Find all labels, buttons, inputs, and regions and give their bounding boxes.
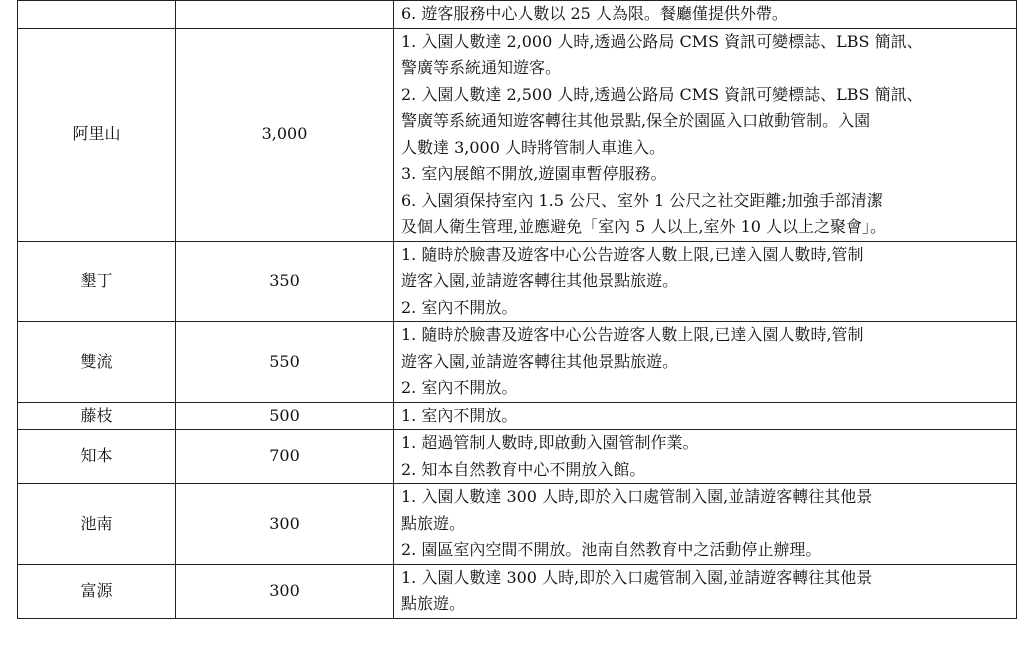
control-measures-table — [17, 0, 1017, 619]
measure-line: 1. 超過管制人數時,即啟動入園管制作業。 — [401, 433, 699, 452]
measure-line: 警廣等系統通知遊客。 — [401, 58, 562, 77]
measure-line: 2. 室內不開放。 — [401, 378, 518, 397]
table-row — [18, 322, 1017, 403]
measure-line: 2. 園區室內空間不開放。池南自然教育中之活動停止辦理。 — [401, 540, 822, 559]
site-name-cell: 雙流 — [18, 322, 176, 403]
capacity-cell: 550 — [176, 322, 394, 403]
table-row — [18, 1, 1017, 29]
measure-line: 2. 知本自然教育中心不開放入館。 — [401, 459, 646, 479]
measure-line: 人數達 3,000 人時將管制人車進入。 — [401, 137, 665, 157]
site-name-cell — [18, 1, 176, 29]
measure-line: 6. 遊客服務中心人數以 25 人為限。餐廳僅提供外帶。 — [401, 4, 788, 23]
table-row — [18, 402, 1017, 430]
site-name-cell: 墾丁 — [18, 241, 176, 322]
measure-line: 遊客入園,並請遊客轉往其他景點旅遊。 — [401, 271, 679, 290]
measure-line: 3. 室內展館不開放,遊園車暫停服務。 — [401, 164, 667, 183]
site-name-cell: 知本 — [18, 430, 176, 484]
capacity-cell: 300 — [176, 564, 394, 618]
table-body — [18, 1, 1017, 619]
measures-cell — [394, 564, 1017, 618]
capacity-cell: 500 — [176, 402, 394, 430]
measures-cell — [394, 322, 1017, 403]
table-row — [18, 484, 1017, 565]
measure-line: 1. 入園人數達 300 人時,即於入口處管制入園,並請遊客轉往其他景 — [401, 567, 873, 587]
measures-cell — [394, 402, 1017, 430]
table-row — [18, 564, 1017, 618]
measures-cell — [394, 430, 1017, 484]
capacity-cell: 350 — [176, 241, 394, 322]
measure-line: 1. 入園人數達 300 人時,即於入口處管制入園,並請遊客轉往其他景 — [401, 487, 873, 506]
site-name-cell: 阿里山 — [18, 28, 176, 241]
measures-cell — [394, 1, 1017, 29]
measure-line: 1. 室內不開放。 — [401, 405, 518, 425]
measure-line: 遊客入園,並請遊客轉往其他景點旅遊。 — [401, 351, 679, 371]
measure-line: 1. 入園人數達 2,000 人時,透過公路局 CMS 資訊可變標誌、LBS 簡訊、 — [401, 31, 923, 51]
measures-cell — [394, 28, 1017, 241]
measure-line: 點旅遊。 — [401, 513, 466, 533]
measure-line: 點旅遊。 — [401, 594, 466, 613]
table-row — [18, 28, 1017, 241]
measures-cell — [394, 241, 1017, 322]
site-name-cell: 池南 — [18, 484, 176, 565]
capacity-cell — [176, 1, 394, 29]
measure-line: 2. 室內不開放。 — [401, 297, 518, 317]
site-name-cell: 富源 — [18, 564, 176, 618]
capacity-cell: 3,000 — [176, 28, 394, 241]
site-name-cell: 藤枝 — [18, 402, 176, 430]
measure-line: 6. 入園須保持室內 1.5 公尺、室外 1 公尺之社交距離;加強手部清潔 — [401, 190, 883, 210]
measure-line: 1. 隨時於臉書及遊客中心公告遊客人數上限,已達入園人數時,管制 — [401, 325, 864, 344]
measure-line: 2. 入園人數達 2,500 人時,透過公路局 CMS 資訊可變標誌、LBS 簡訊、 — [401, 84, 923, 104]
measure-line: 1. 隨時於臉書及遊客中心公告遊客人數上限,已達入園人數時,管制 — [401, 244, 864, 264]
capacity-cell: 300 — [176, 484, 394, 565]
measure-line: 及個人衛生管理,並應避免「室內 5 人以上,室外 10 人以上之聚會」。 — [401, 217, 887, 236]
measures-cell — [394, 484, 1017, 565]
table-row — [18, 430, 1017, 484]
capacity-cell: 700 — [176, 430, 394, 484]
table-row — [18, 241, 1017, 322]
measure-line: 警廣等系統通知遊客轉往其他景點,保全於園區入口啟動管制。入園 — [401, 111, 871, 130]
